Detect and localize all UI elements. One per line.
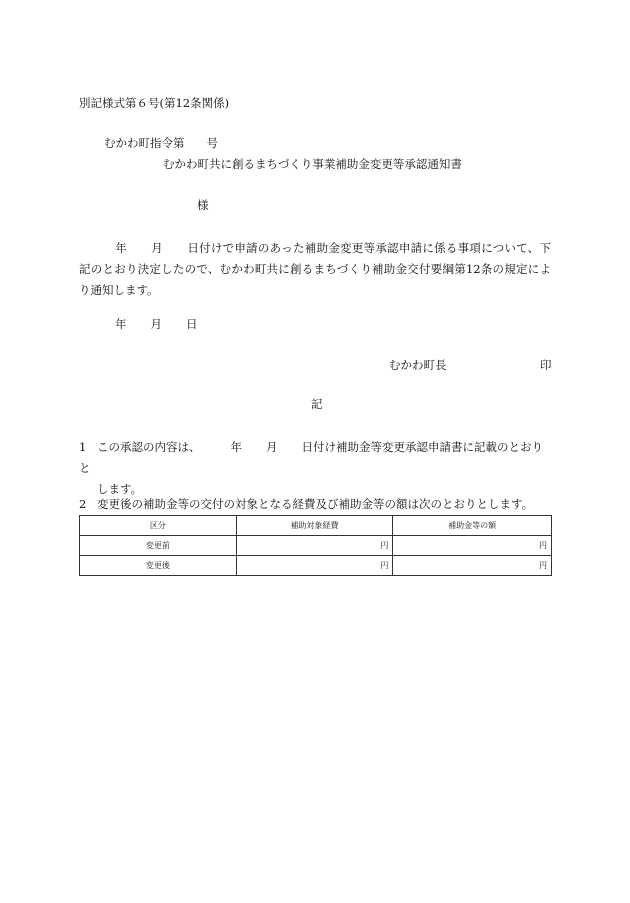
item-2-number: 2	[79, 497, 87, 511]
item-1-text-c: します。	[97, 482, 143, 496]
reference-suffix: 号	[206, 136, 218, 150]
body-text: 日付けで申請のあった補助金変更等承認申請に係る事項について、下記のとおり決定したので、むかわ町共に創るまちづくり補助金交付要綱第12条の規定により通知します。	[79, 241, 552, 297]
header-category: 区分	[80, 516, 237, 536]
row-amount-unit: 円	[393, 536, 552, 556]
row-label: 変更後	[80, 556, 237, 576]
ki-heading: 記	[311, 397, 323, 411]
header-subsidy-amount: 補助金等の額	[393, 516, 552, 536]
row-amount-unit: 円	[393, 556, 552, 576]
item-1-text-a: この承認の内容は、	[97, 440, 201, 454]
signer-title: むかわ町長	[389, 358, 447, 372]
row-label: 変更前	[80, 536, 237, 556]
seal-mark: 印	[540, 358, 552, 372]
item-1	[79, 437, 551, 500]
table-row	[80, 536, 552, 556]
reference-number	[104, 137, 218, 151]
addressee-suffix: 様	[197, 198, 209, 212]
item-2	[79, 498, 533, 512]
header-eligible-cost: 補助対象経費	[236, 516, 393, 536]
item-1-number: 1	[79, 440, 87, 454]
item-1-month: 月	[266, 440, 278, 454]
amounts-table	[79, 515, 552, 576]
row-cost-unit: 円	[236, 556, 393, 576]
body-paragraph	[79, 238, 551, 301]
row-cost-unit: 円	[236, 536, 393, 556]
item-2-text: 変更後の補助金等の交付の対象となる経費及び補助金等の額は次のとおりとします。	[97, 497, 534, 511]
form-number: 別記様式第６号(第12条関係)	[79, 96, 230, 110]
body-year: 年	[115, 241, 128, 255]
body-month: 月	[151, 241, 164, 255]
table-header-row	[80, 516, 552, 536]
date-year: 年	[115, 317, 127, 331]
table-row	[80, 556, 552, 576]
reference-prefix: むかわ町指令第	[104, 136, 185, 150]
date-month: 月	[150, 317, 162, 331]
item-1-year: 年	[230, 440, 242, 454]
document-title: むかわ町共に創るまちづくり事業補助金変更等承認通知書	[163, 157, 462, 171]
date-day: 日	[186, 317, 198, 331]
date-line	[115, 318, 198, 332]
item-1-text-b: 日付け補助金等変更承認申請書に記載のとおりと	[79, 440, 543, 475]
